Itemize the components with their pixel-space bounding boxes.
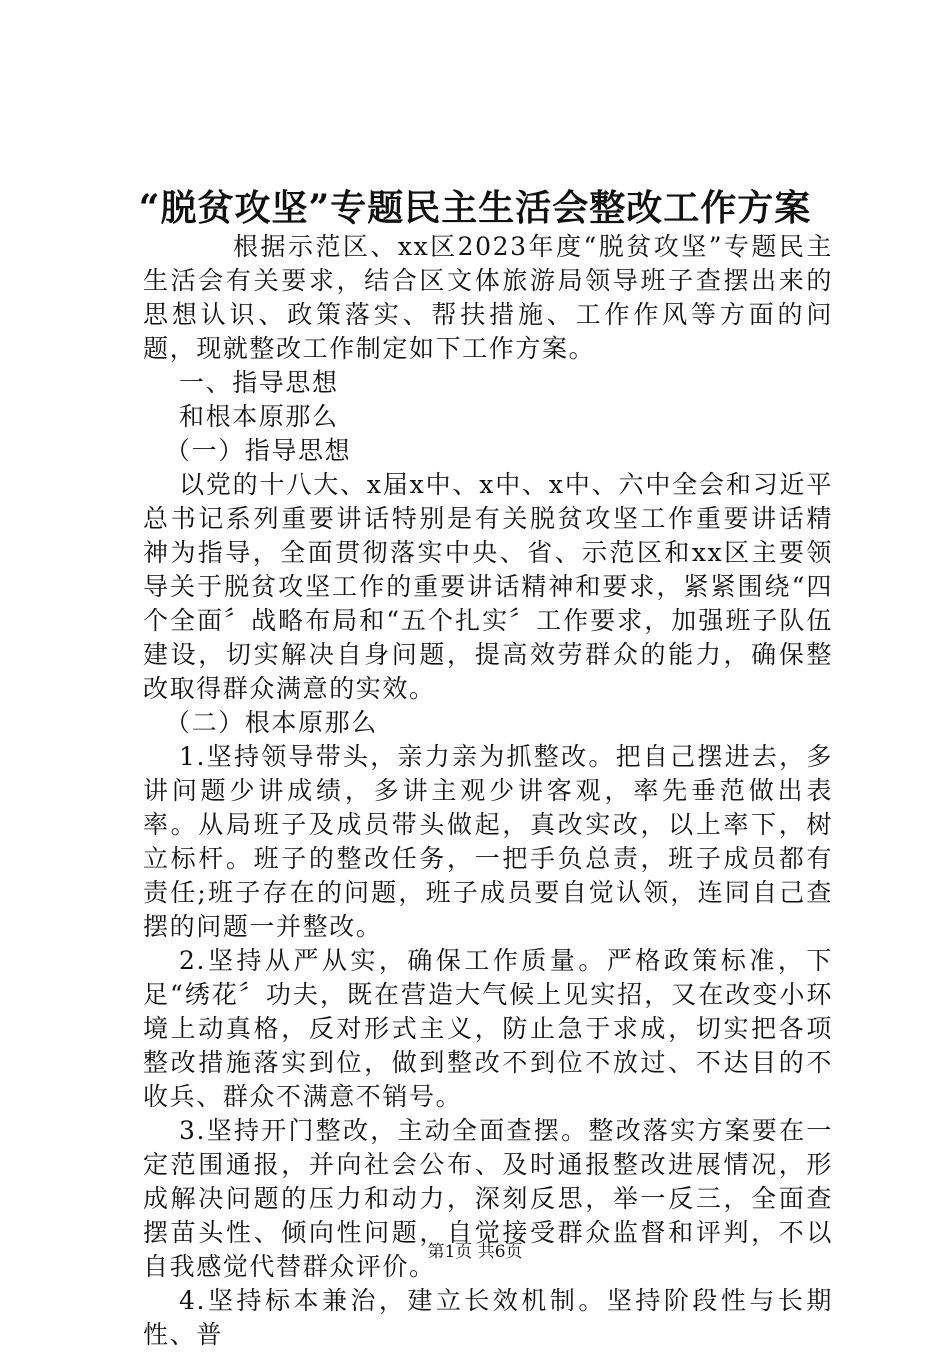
guiding-thought-paragraph: 以党的十八大、x届x中、x中、x中、六中全会和习近平总书记系列重要讲话特别是有关脱贫攻坚工作重要讲话精神为指导，全面贯彻落实中央、省、示范区和xx区主要领导关于脱贫攻坚工作的重要讲话精神和要求，紧紧围绕“四个全面〞战略布局和“五个扎实〞工作要求，加强班子队伍建设，切实解决自身问题，提高效劳群众的能力，确保整改取得群众满意的实效。 (143, 470, 833, 703)
section-heading-principles: 和根本原那么 (179, 402, 339, 431)
intro-paragraph: 根据示范区、xx区2023年度“脱贫攻坚”专题民主生活会有关要求，结合区文体旅游局领导班子查摆出来的思想认识、政策落实、帮扶措施、工作作风等方面的问题，现就整改工作制定如下工作方案。 (143, 232, 833, 363)
document-title: “脱贫攻坚”专题民主生活会整改工作方案 (138, 187, 812, 229)
principle-3-paragraph: 3.坚持开门整改，主动全面查摆。整改落实方案要在一定范围通报，并向社会公布、及时通报整改进展情况，形成解决问题的压力和动力，深刻反思，举一反三，全面查摆苗头性、倾向性问题，自觉接受群众监督和评判，不以自我感觉代替群众评价。 (143, 1116, 833, 1281)
principle-2-paragraph: 2.坚持从严从实，确保工作质量。严格政策标准，下足“绣花〞功夫，既在营造大气候上见实招，又在改变小环境上动真格，反对形式主义，防止急于求成，切实把各项整改措施落实到位，做到整改不到位不放过、不达目的不收兵、群众不满意不销号。 (143, 946, 833, 1111)
subsection-heading-basic-principles: （二）根本原那么 (165, 708, 378, 737)
subsection-heading-guiding-thought: （一）指导思想 (165, 436, 352, 465)
document-body (143, 230, 833, 1352)
section-heading-guiding: 一、指导思想 (179, 368, 339, 397)
principle-4-paragraph: 4.坚持标本兼治，建立长效机制。坚持阶段性与长期性、普 (143, 1286, 833, 1349)
page-footer: 第1页 共6页 (427, 1242, 523, 1262)
principle-1-paragraph: 1.坚持领导带头，亲力亲为抓整改。把自己摆进去，多讲问题少讲成绩，多讲主观少讲客观，率先垂范做出表率。从局班子及成员带头做起，真改实改，以上率下，树立标杆。班子的整改任务，一把手负总责，班子成员都有责任;班子存在的问题，班子成员要自觉认领，连同自己查摆的问题一并整改。 (143, 742, 833, 941)
